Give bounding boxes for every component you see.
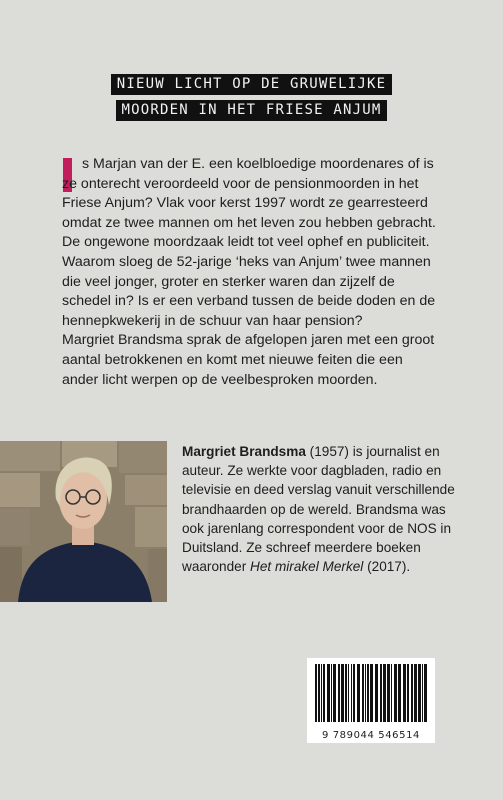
barcode-bar (422, 664, 423, 722)
blurb-text (62, 155, 442, 390)
tagline (0, 74, 503, 126)
barcode-bar (353, 664, 355, 722)
barcode-bar (315, 664, 317, 722)
blurb-paragraph-1: s Marjan van der E. een koelbloedige moordenares of is ze onterecht veroordeeld voor de pensionmoorden in het Friese Anjum? Vlak voor kerst 1997 wordt ze gearresteerd omdat ze twee mannen om het leven zou hebben gebracht. De ongewone moordzaak leidt tot veel ophef en publiciteit. Waarom sloeg de 52-jarige ‘heks van Anjum’ twee mannen die veel jonger, groter en sterker waren dan zijzelf de schedel in? Is er een verband tussen de beide doden en de hennepkwekerij in de schuur van haar pension? (62, 156, 436, 329)
barcode-bar (348, 664, 349, 722)
author-name: Margriet Brandsma (182, 444, 306, 459)
author-bio (182, 442, 457, 576)
barcode-bar (424, 664, 427, 722)
barcode-bar (367, 664, 369, 722)
barcode-bar (362, 664, 364, 722)
barcode-bar (383, 664, 386, 722)
barcode-bar (321, 664, 322, 722)
tagline-line-1: NIEUW LICHT OP DE GRUWELIJKE (111, 74, 393, 95)
barcode-bar (351, 664, 352, 722)
barcode-bars (307, 658, 435, 728)
barcode-bar (387, 664, 390, 722)
barcode (307, 658, 435, 743)
barcode-bar (318, 664, 320, 722)
bio-text-1: (1957) is journalist en auteur. Ze werkte voor dagbladen, radio en televisie en deed verslag vanuit verschillende brandhaarden op de wereld. Brandsma was ook jarenlang correspondent voor de NOS in Duitsland. Ze schreef meerdere boeken waaronder (182, 444, 455, 575)
isbn-number: 9 789044 546514 (321, 730, 421, 741)
barcode-bar (411, 664, 413, 722)
barcode-bar (394, 664, 397, 722)
barcode-bar (391, 664, 392, 722)
barcode-bar (323, 664, 325, 722)
barcode-bar (365, 664, 366, 722)
barcode-bar (341, 664, 344, 722)
barcode-bar (338, 664, 340, 722)
barcode-bar (370, 664, 373, 722)
barcode-bar (375, 664, 378, 722)
barcode-bar (380, 664, 382, 722)
barcode-bar (331, 664, 332, 722)
author-photo (0, 441, 167, 602)
barcode-bar (414, 664, 417, 722)
barcode-bar (398, 664, 401, 722)
barcode-bar (357, 664, 360, 722)
barcode-bar (403, 664, 406, 722)
barcode-bar (407, 664, 409, 722)
barcode-bar (327, 664, 330, 722)
blurb-paragraph-2: Margriet Brandsma sprak de afgelopen jaren met een groot aantal betrokkenen en komt met nieuwe feiten die een ander licht werpen op de veelbesproken moorden. (62, 332, 435, 388)
barcode-bar (418, 664, 421, 722)
bio-text-2: (2017). (363, 559, 411, 575)
tagline-line-2: MOORDEN IN HET FRIESE ANJUM (116, 100, 388, 121)
author-photo-image (0, 441, 167, 602)
barcode-bar (345, 664, 347, 722)
barcode-bar (333, 664, 336, 722)
book-title: Het mirakel Merkel (250, 559, 364, 575)
